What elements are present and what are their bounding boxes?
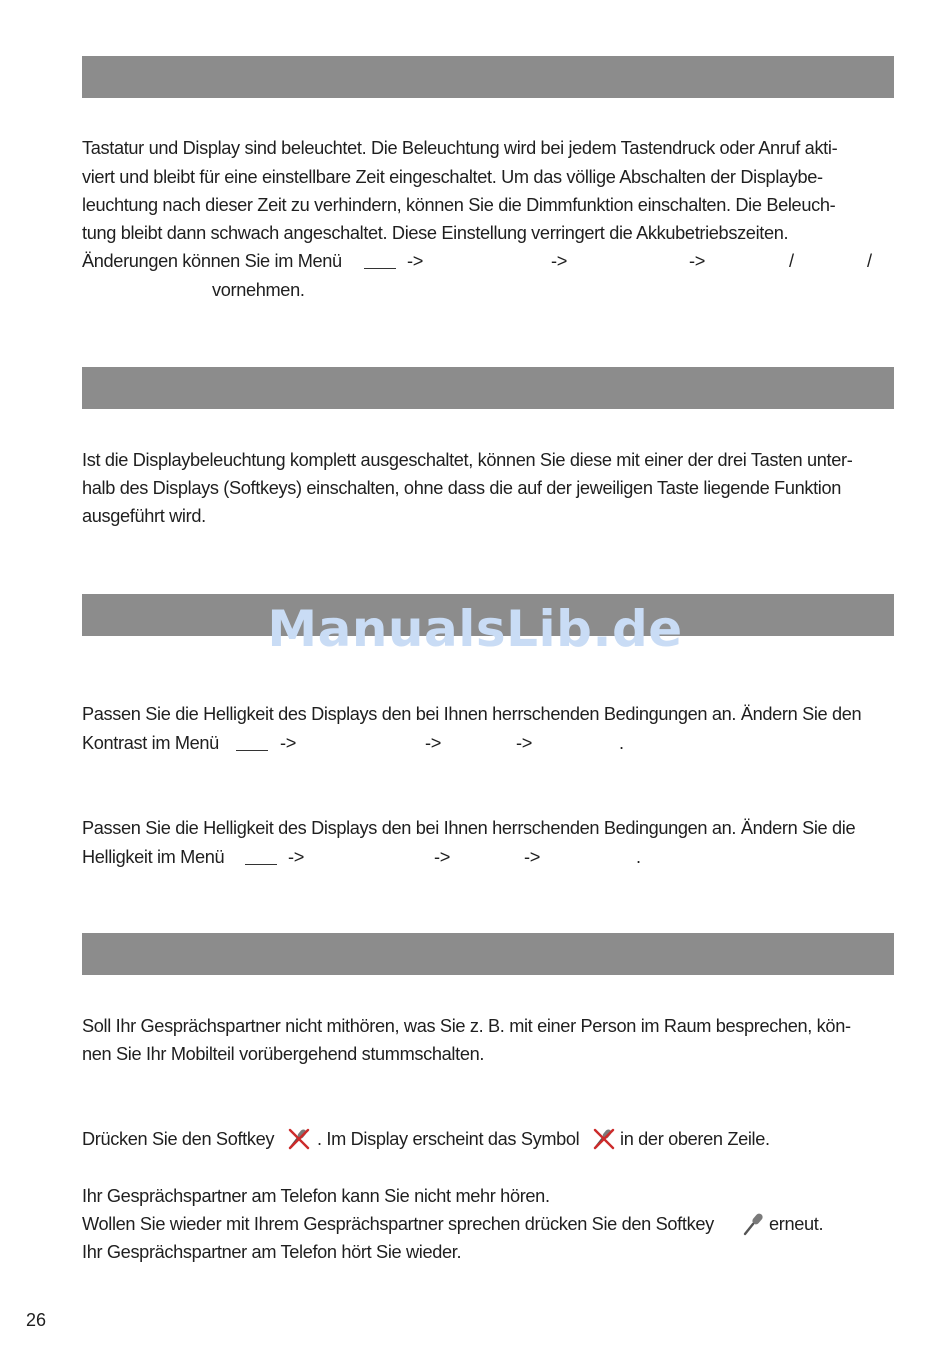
s3-contrast-prefix: Kontrast im Menü [82,733,219,753]
s3-brightness-prefix: Helligkeit im Menü [82,847,225,867]
s2-line-1: Ist die Displaybeleuchtung komplett ausgeschaltet, können Sie diese mit einer der drei Tasten unter- [82,450,853,470]
s2-line-3: ausgeführt wird. [82,506,206,526]
section-header-bar-4 [82,933,894,975]
s4-result-3: Ihr Gesprächspartner am Telefon hört Sie wieder. [82,1242,462,1262]
s1-line-3: leuchtung nach dieser Zeit zu verhindern, können Sie die Dimmfunktion einschalten. Die Beleuch- [82,195,836,215]
s4-result-2: Wollen Sie wieder mit Ihrem Gesprächspartner sprechen drücken Sie den Softkey [82,1214,714,1234]
s3-brightness-period: . [636,847,641,867]
s3-brightness-arrow-2: -> [434,847,450,867]
s3-contrast-arrow-3: -> [516,733,532,753]
page-number: 26 [26,1310,47,1330]
section-header-bar-2 [82,367,894,409]
s1-line-4: tung bleibt dann schwach angeschaltet. Diese Einstellung verringert die Akkubetriebszeiten. [82,223,789,243]
s4-press-c: in der oberen Zeile. [620,1129,770,1149]
section-header-bar-1 [82,56,894,98]
s2-line-2: halb des Displays (Softkeys) einschalten, ohne dass die auf der jeweiligen Taste liegende Funktion [82,478,842,498]
s4-press-b: . Im Display erscheint das Symbol [317,1129,580,1149]
mic-muted-icon [591,1126,617,1152]
s3-contrast-arrow-1: -> [280,733,296,753]
s3-contrast-period: . [619,733,624,753]
menu-key-blank [236,750,268,751]
s4-press-a: Drücken Sie den Softkey [82,1129,275,1149]
s4-result-2-end: erneut. [769,1214,824,1234]
s1-line-2: viert und bleibt für eine einstellbare Zeit eingeschaltet. Um das völlige Abschalten der Displaybe- [82,167,823,187]
s1-arrow-1: -> [407,251,423,271]
s3-contrast-line-1: Passen Sie die Helligkeit des Displays den bei Ihnen herrschenden Bedingungen an. Ändern Sie den [82,704,862,724]
s1-line-1: Tastatur und Display sind beleuchtet. Die Beleuchtung wird bei jedem Tastendruck oder Anruf akti- [82,138,838,158]
s4-result-1: Ihr Gesprächspartner am Telefon kann Sie nicht mehr hören. [82,1186,550,1206]
mic-icon [741,1211,767,1237]
s3-brightness-arrow-3: -> [524,847,540,867]
s1-slash-2: / [867,251,872,271]
s1-arrow-3: -> [689,251,705,271]
menu-key-blank [364,268,396,269]
s1-slash-1: / [789,251,794,271]
mic-muted-icon [286,1126,312,1152]
menu-key-blank [245,864,277,865]
s1-arrow-2: -> [551,251,567,271]
s4-intro-line-2: nen Sie Ihr Mobilteil vorübergehend stummschalten. [82,1044,485,1064]
s3-brightness-line-1: Passen Sie die Helligkeit des Displays den bei Ihnen herrschenden Bedingungen an. Ändern Sie die [82,818,856,838]
s4-intro-line-1: Soll Ihr Gesprächspartner nicht mithören, was Sie z. B. mit einer Person im Raum besprechen, kön- [82,1016,851,1036]
s1-menu-prefix: Änderungen können Sie im Menü [82,251,342,271]
s1-suffix: vornehmen. [212,280,305,300]
s3-brightness-arrow-1: -> [288,847,304,867]
s3-contrast-arrow-2: -> [425,733,441,753]
watermark: ManualsLib.de [267,600,683,658]
